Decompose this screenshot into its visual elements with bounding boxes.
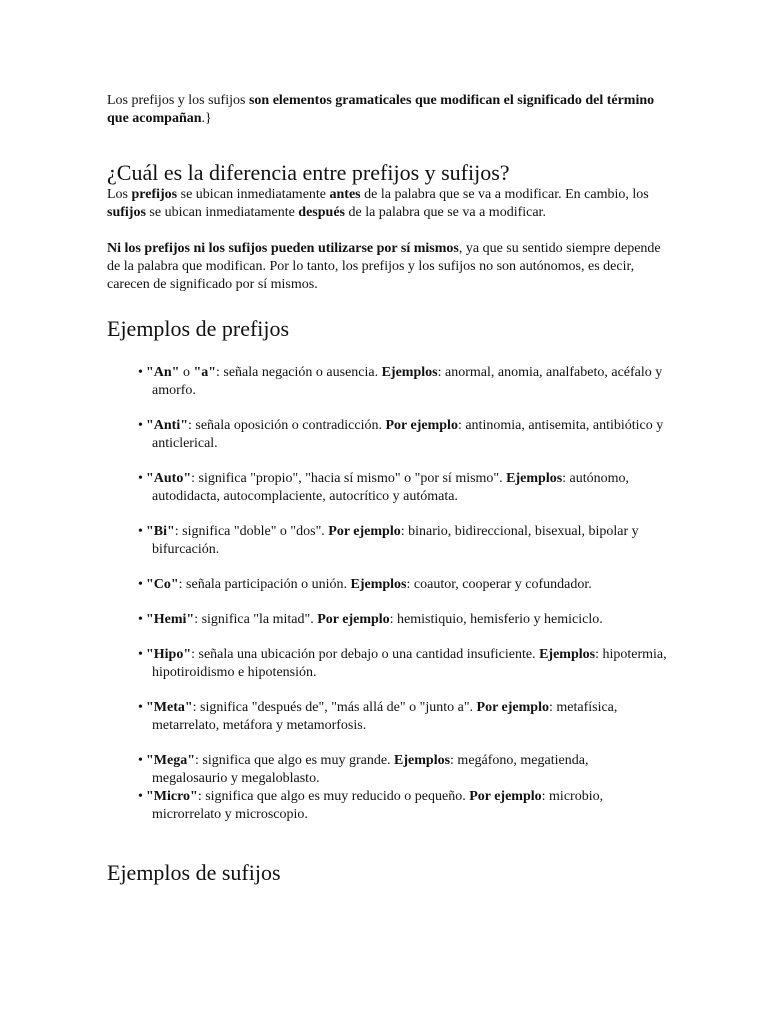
bullet-icon: •: [138, 365, 143, 380]
bold-text: Ni los prefijos ni los sufijos pueden utilizarse por sí mismos: [107, 241, 459, 256]
intro-text: Los prefijos y los sufijos: [107, 93, 249, 108]
list-item: [93, 417, 667, 453]
intro-paragraph: [107, 92, 667, 128]
examples-label: Por ejemplo: [476, 700, 549, 715]
intro-text-end: .}: [201, 111, 212, 126]
prefix-term: "Hemi": [146, 612, 195, 627]
bullet-icon: •: [138, 789, 143, 804]
prefix-term: "Meta": [146, 700, 193, 715]
prefix-description: : señala oposición o contradicción.: [188, 418, 386, 433]
examples-text: : coautor, cooperar y cofundador.: [406, 577, 592, 592]
examples-label: Ejemplos: [381, 365, 438, 380]
list-item: [93, 470, 667, 506]
list-item: [93, 611, 667, 629]
prefix-term: "a": [193, 365, 216, 380]
examples-text: : megáfono, megatienda, megalosaurio y megaloblasto.: [152, 753, 589, 786]
examples-text: : hipotermia, hipotiroidismo e hipotensión.: [152, 647, 667, 680]
prefix-term: "Co": [146, 577, 179, 592]
examples-text: : metafísica, metarrelato, metáfora y metamorfosis.: [152, 700, 618, 733]
text: se ubican inmediatamente: [145, 205, 299, 220]
prefix-description: : significa "propio", "hacia sí mismo" o "por sí mismo".: [191, 471, 507, 486]
prefix-description: : señala negación o ausencia.: [216, 365, 382, 380]
prefix-term: "Mega": [146, 753, 195, 768]
prefix-description: : significa "después de", "más allá de" o "junto a".: [192, 700, 477, 715]
bullet-icon: •: [138, 647, 143, 662]
bullet-icon: •: [138, 577, 143, 592]
prefix-term: "An": [146, 365, 180, 380]
list-item: [93, 699, 667, 735]
text: o: [179, 365, 194, 380]
examples-label: Ejemplos: [350, 577, 407, 592]
examples-label: Por ejemplo: [385, 418, 458, 433]
heading-prefix-examples: Ejemplos de prefijos: [107, 316, 290, 341]
examples-label: Por ejemplo: [469, 789, 542, 804]
heading-suffix-examples: Ejemplos de sufijos: [107, 860, 281, 885]
prefix-description: : significa que algo es muy reducido o pequeño.: [197, 789, 470, 804]
examples-text: : antinomia, antisemita, antibiótico y anticlerical.: [152, 418, 664, 451]
prefix-term: "Micro": [146, 789, 198, 804]
prefix-term: "Hipo": [146, 647, 192, 662]
bold-text: sufijos: [107, 205, 146, 220]
list-item: [93, 523, 667, 559]
text: se ubican inmediatamente: [177, 187, 330, 202]
examples-text: : hemistiquio, hemisferio y hemiciclo.: [389, 612, 603, 627]
prefix-description: : señala participación o unión.: [178, 577, 351, 592]
examples-label: Por ejemplo: [328, 524, 401, 539]
examples-label: Por ejemplo: [317, 612, 390, 627]
heading-difference: ¿Cuál es la diferencia entre prefijos y sufijos?: [107, 160, 510, 185]
examples-text: : binario, bidireccional, bisexual, bipolar y bifurcación.: [152, 524, 639, 557]
bullet-icon: •: [138, 524, 143, 539]
text: de la palabra que se va a modificar.: [344, 205, 546, 220]
bullet-icon: •: [138, 418, 143, 433]
intro-bold: son elementos gramaticales que modifican el significado del término que acompañan: [107, 93, 655, 126]
text: , ya que su sentido siempre depende de la palabra que modifican. Por lo tanto, los prefijos y los sufijos no son autónomos, es decir, carecen de significado por sí mismos.: [107, 241, 661, 292]
bold-text: antes: [329, 187, 361, 202]
bullet-icon: •: [138, 753, 143, 768]
text: Los: [107, 187, 132, 202]
prefix-description: : significa que algo es muy grande.: [194, 753, 395, 768]
difference-paragraph-2: [107, 240, 667, 294]
bold-text: después: [298, 205, 345, 220]
list-item: [93, 646, 667, 682]
prefix-term: "Bi": [146, 524, 175, 539]
examples-label: Ejemplos: [539, 647, 596, 662]
text: de la palabra que se va a modificar. En cambio, los: [360, 187, 649, 202]
bullet-icon: •: [138, 700, 143, 715]
examples-text: : anormal, anomia, analfabeto, acéfalo y amorfo.: [152, 365, 663, 398]
bold-text: prefijos: [131, 187, 178, 202]
bullet-icon: •: [138, 471, 143, 486]
examples-label: Ejemplos: [394, 753, 451, 768]
difference-paragraph-1: [107, 186, 667, 222]
prefix-description: : significa "doble" o "dos".: [174, 524, 329, 539]
prefix-description: : significa "la mitad".: [194, 612, 318, 627]
bullet-icon: •: [138, 612, 143, 627]
document-page: [107, 92, 667, 886]
prefix-list: [107, 364, 667, 824]
examples-label: Ejemplos: [506, 471, 563, 486]
list-item: [93, 788, 667, 824]
examples-text: : microbio, microrrelato y microscopio.: [152, 789, 604, 822]
examples-text: : autónomo, autodidacta, autocomplaciente, autocrítico y autómata.: [152, 471, 630, 504]
prefix-term: "Anti": [146, 418, 188, 433]
list-item: [93, 752, 667, 788]
prefix-description: : señala una ubicación por debajo o una cantidad insuficiente.: [191, 647, 540, 662]
list-item: [93, 576, 667, 594]
list-item: [93, 364, 667, 400]
prefix-term: "Auto": [146, 471, 192, 486]
